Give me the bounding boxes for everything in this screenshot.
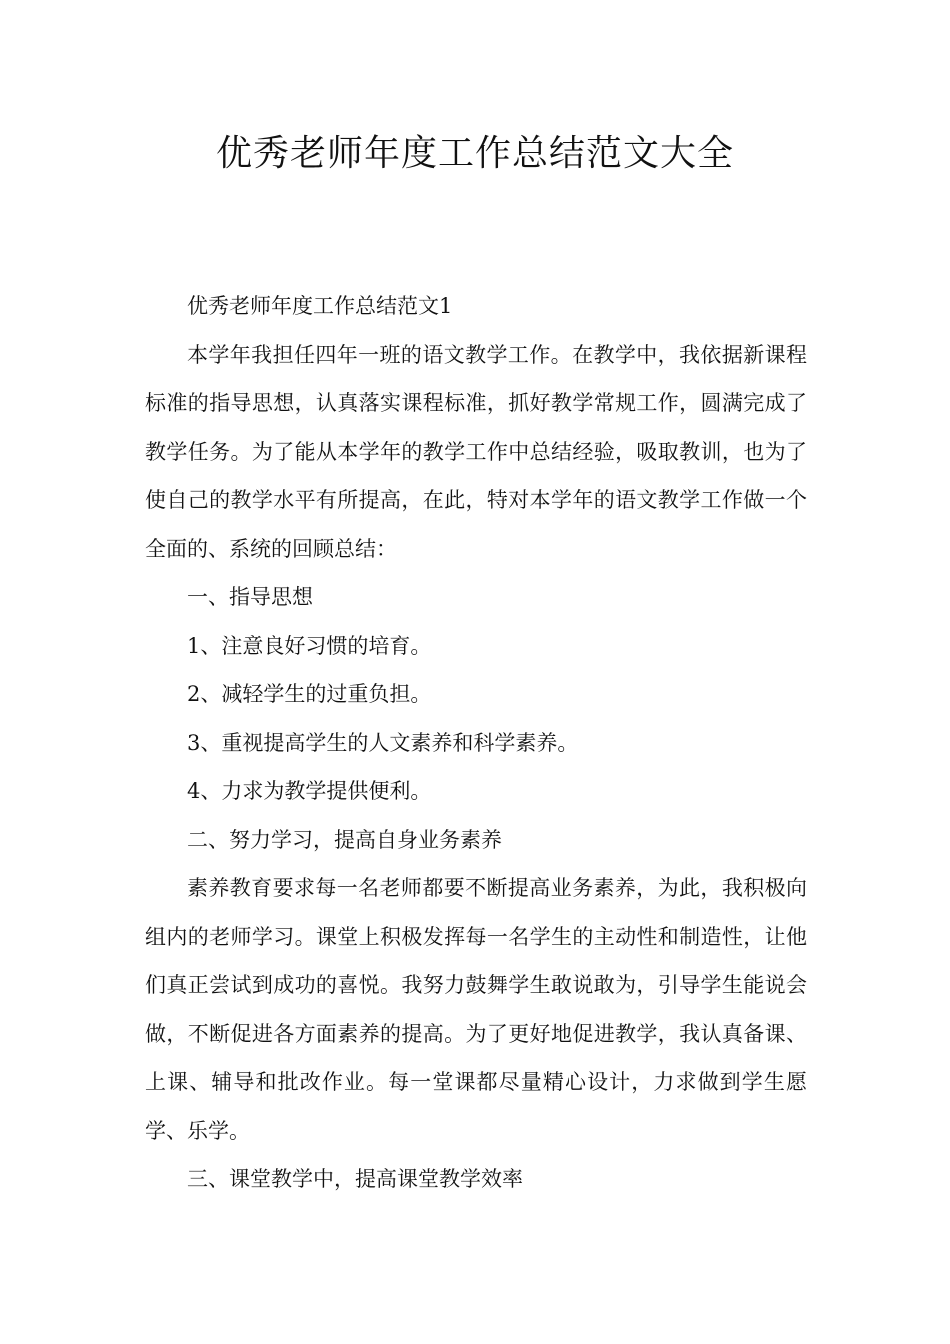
section-heading-example-1: 优秀老师年度工作总结范文1 <box>187 294 453 318</box>
section-heading-guiding-ideology: 一、指导思想 <box>187 585 313 609</box>
document-body <box>145 282 807 1204</box>
document-title: 优秀老师年度工作总结范文大全 <box>215 133 734 174</box>
list-item: 1、注意良好习惯的培育。 <box>187 633 432 658</box>
list-item: 4、力求为教学提供便利。 <box>187 779 432 803</box>
section-heading-classroom-efficiency: 三、课堂教学中，提高课堂教学效率 <box>187 1167 523 1191</box>
paragraph-self-improvement: 素养教育要求每一名老师都要不断提高业务素养，为此，我积极向组内的老师学习。课堂上积极发挥每一名学生的主动性和制造性，让他们真正尝试到成功的喜悦。我努力鼓舞学生敢说敢为，引导学生能说会做，不断促进各方面素养的提高。为了更好地促进教学，我认真备课、上课、辅导和批改作业。每一堂课都尽量精心设计，力求做到学生愿学、乐学。 <box>145 876 807 1143</box>
list-item: 3、重视提高学生的人文素养和科学素养。 <box>187 730 579 755</box>
paragraph-introduction: 本学年我担任四年一班的语文教学工作。在教学中，我依据新课程标准的指导思想，认真落实课程标准，抓好教学常规工作，圆满完成了教学任务。为了能从本学年的教学工作中总结经验，吸取教训，也为了使自己的教学水平有所提高，在此，特对本学年的语文教学工作做一个全面的、系统的回顾总结： <box>145 342 807 561</box>
list-item: 2、减轻学生的过重负担。 <box>187 682 432 706</box>
section-heading-self-improvement: 二、努力学习，提高自身业务素养 <box>187 827 502 852</box>
